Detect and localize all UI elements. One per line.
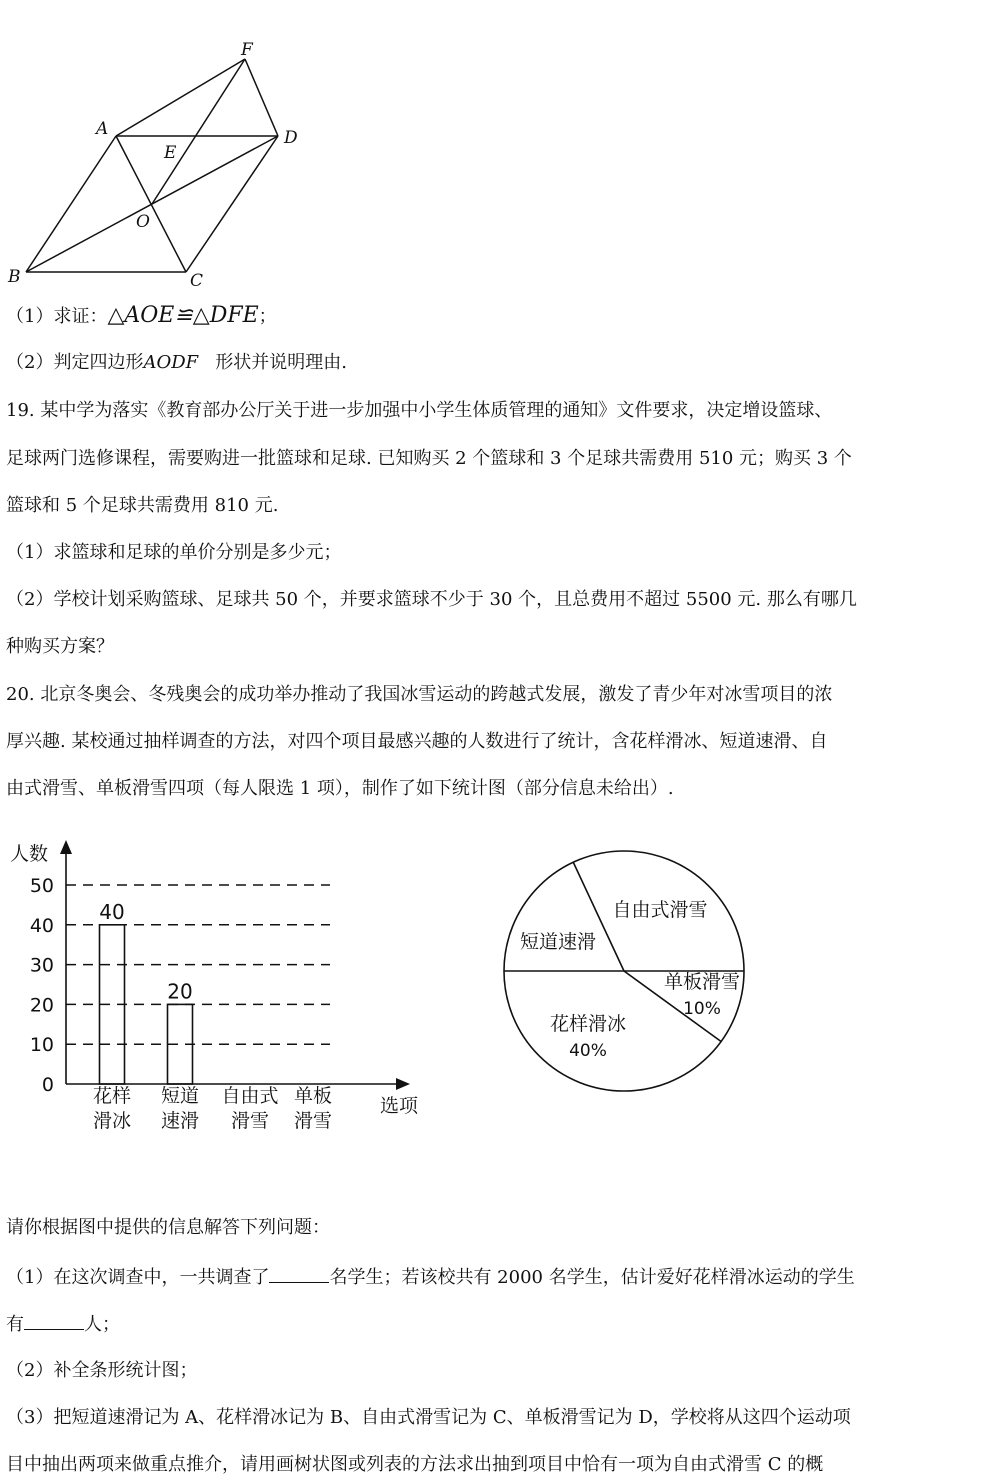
bar-data-label: 20 [167, 979, 193, 1004]
q18-part1-math: △AOE≌△DFE [107, 303, 259, 328]
x-category-label: 自由式 [221, 1085, 279, 1107]
point-label-f: F [241, 40, 253, 60]
q19-part1: （1）求篮球和足球的单价分别是多少元； [6, 542, 342, 563]
pie-slice-label: 短道速滑 [519, 931, 597, 953]
pie-chart [498, 838, 758, 1098]
point-label-d: D [284, 128, 298, 148]
q20-part2: （2）补全条形统计图； [6, 1360, 198, 1381]
q20-part1: （1）在这次调查中，一共调查了 名学生；若该校共有 2000 名学生，估计爱好花样滑冰运动的学生 [6, 1264, 976, 1290]
y-tick-label: 10 [29, 1034, 54, 1057]
x-category-label: 花样 [92, 1085, 132, 1107]
pie-slice-percent: 10% [683, 999, 721, 1019]
q19-line3: 篮球和 5 个足球共需费用 810 元. [6, 495, 279, 516]
x-category-label: 速滑 [160, 1110, 200, 1132]
point-label-o: O [136, 212, 150, 232]
q20-part1-cont: 有 人； [6, 1311, 976, 1337]
q20-intro: 请你根据图中提供的信息解答下列问题： [6, 1217, 330, 1238]
segment-fa [116, 59, 245, 136]
q20-part3b: 目中抽出两项来做重点推介，请用画树状图或列表的方法求出抽到项目中恰有一项为自由式滑雪 C 的概 [6, 1454, 824, 1475]
x-category-label: 单板 [293, 1085, 333, 1107]
x-category-label: 短道 [160, 1085, 200, 1107]
q19-line2: 足球两门选修课程，需要购进一批篮球和足球. 已知购买 2 个篮球和 3 个足球共需费用 510 元；购买 3 个 [6, 448, 852, 469]
y-axis-arrow [60, 840, 72, 854]
pie-slice-label: 自由式滑雪 [612, 899, 708, 921]
y-tick-label: 20 [29, 994, 54, 1017]
point-label-b: B [8, 267, 21, 287]
pie-slice-label: 花样滑冰 [549, 1013, 627, 1035]
bar-chart [0, 830, 440, 1140]
y-tick-label: 50 [29, 875, 54, 897]
y-tick-label: 0 [41, 1074, 54, 1096]
geometry-figure [0, 40, 320, 290]
q19-part2b: 种购买方案？ [6, 636, 114, 657]
pie-slice-label: 单板滑雪 [663, 971, 741, 993]
q19-part2a: （2）学校计划采购篮球、足球共 50 个，并要求篮球不少于 30 个，且总费用不超过 5500 元. 那么有哪几 [6, 589, 857, 610]
q18-part1: （1）求证：△AOE≌△DFE； [6, 303, 277, 328]
segment-fo [152, 59, 245, 204]
q20-line2: 厚兴趣. 某校通过抽样调查的方法，对四个项目最感兴趣的人数进行了统计，含花样滑冰、短道速滑、自 [6, 731, 828, 752]
answer-blank-figure-skating[interactable] [24, 1311, 84, 1330]
x-category-label: 滑冰 [92, 1110, 132, 1132]
x-category-label: 滑雪 [230, 1110, 270, 1132]
bar-data-label: 40 [99, 899, 125, 924]
x-axis-label: 选项 [380, 1095, 419, 1117]
y-axis-label: 人数 [10, 843, 49, 865]
segment-ab [26, 136, 116, 272]
y-tick-label: 30 [29, 954, 54, 977]
point-label-c: C [190, 271, 204, 290]
pie-slice-percent: 40% [569, 1041, 607, 1061]
point-label-a: A [96, 119, 109, 139]
q20-line1: 20. 北京冬奥会、冬残奥会的成功举办推动了我国冰雪运动的跨越式发展，激发了青少年对冰雪项目的浓 [6, 684, 833, 705]
y-tick-label: 40 [29, 914, 54, 937]
q19-line1: 19. 某中学为落实《教育部办公厅关于进一步加强中小学生体质管理的通知》文件要求，决定增设篮球、 [6, 400, 833, 421]
q18-part2: （2）判定四边形AODF 形状并说明理由. [6, 352, 348, 373]
x-category-label: 滑雪 [293, 1110, 333, 1132]
q20-line3: 由式滑雪、单板滑雪四项（每人限选 1 项），制作了如下统计图（部分信息未给出）. [6, 778, 674, 799]
segment-fd [245, 59, 278, 136]
segment-dc [186, 136, 278, 272]
point-label-e: E [164, 143, 177, 163]
q18-part2-math: AODF [143, 352, 199, 373]
answer-blank-total[interactable] [269, 1264, 329, 1283]
q20-part3a: （3）把短道速滑记为 A、花样滑冰记为 B、自由式滑雪记为 C、单板滑雪记为 D，学校将从这四个运动项 [6, 1407, 851, 1428]
x-axis-arrow [396, 1078, 410, 1090]
